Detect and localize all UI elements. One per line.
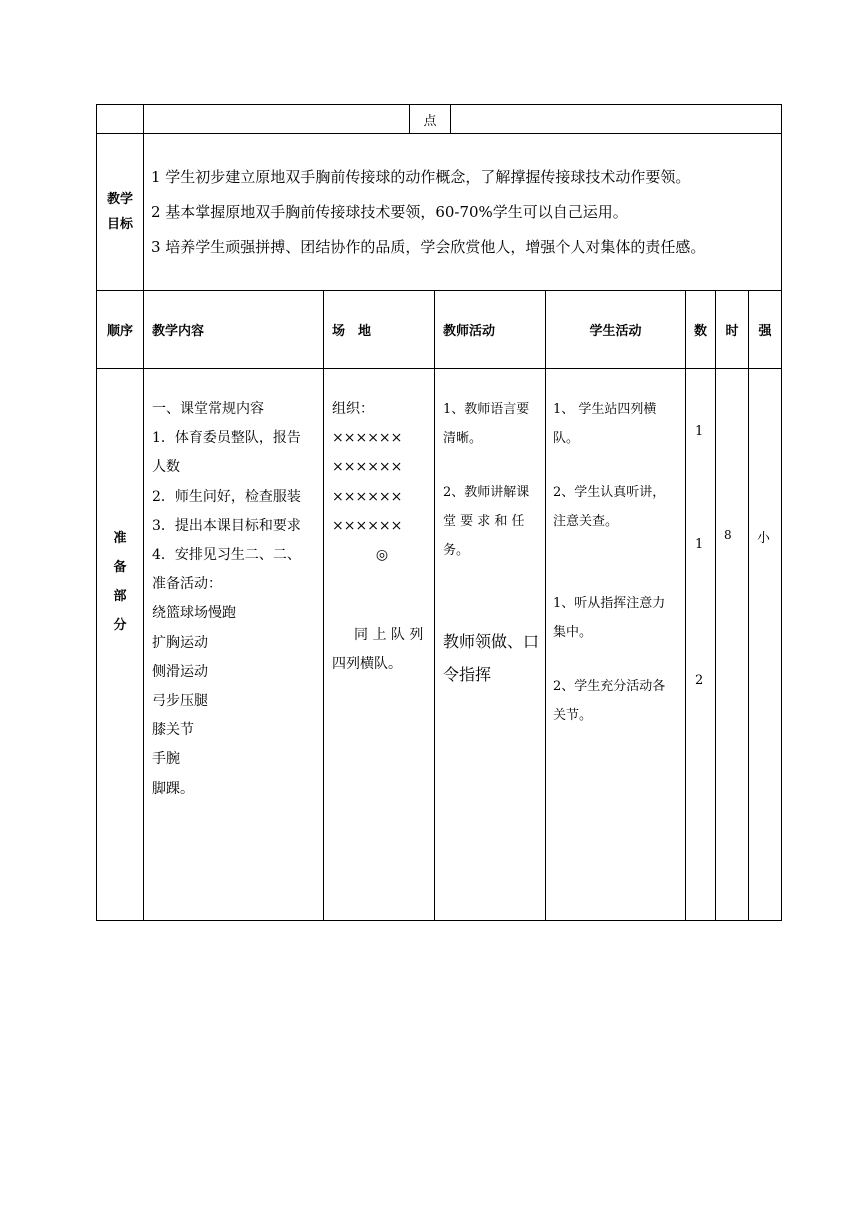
rule xyxy=(143,104,144,921)
student-line: 2、学生充分活动各 xyxy=(553,679,666,694)
content-line: 手腕 xyxy=(152,751,180,768)
objectives-list xyxy=(151,160,779,265)
teacher-activity-b xyxy=(443,478,543,565)
student-line: 1、听从指挥注意力 xyxy=(553,596,666,611)
content-line: 准备活动： xyxy=(152,576,222,593)
teacher-activity-a xyxy=(443,395,543,453)
venue-note-line: 同 上 队 列 xyxy=(354,627,424,643)
venue-note-line: 四列横队。 xyxy=(332,656,402,672)
rule xyxy=(545,290,546,921)
student-activity-a xyxy=(553,395,683,453)
rule xyxy=(685,290,686,921)
teacher-line: 教师领做、口 xyxy=(443,632,540,651)
time-value: 8 xyxy=(724,528,732,542)
header-content: 教学内容 xyxy=(152,324,205,339)
prep-venue-note xyxy=(332,621,432,679)
header-time: 时 xyxy=(725,324,739,339)
rule xyxy=(715,290,716,921)
content-line: 4．安排见习生二、二、 xyxy=(152,547,301,564)
teacher-position-mark: ◎ xyxy=(375,547,389,564)
header-teacher-activity: 教师活动 xyxy=(443,324,496,339)
objectives-label xyxy=(97,134,143,290)
prep-section-char: 准 xyxy=(113,531,127,546)
prep-content-list xyxy=(152,395,322,804)
content-line: 绕篮球场慢跑 xyxy=(152,605,236,622)
objective-item: 1 学生初步建立原地双手胸前传接球的动作概念，了解撑握传接球技术动作要领。 xyxy=(151,168,691,186)
content-line: 膝关节 xyxy=(152,722,194,739)
rule xyxy=(434,290,435,921)
header-order: 顺序 xyxy=(106,324,133,339)
objective-item: 2 基本掌握原地双手胸前传接球技术要领，60-70%学生可以自己运用。 xyxy=(151,203,628,221)
rule xyxy=(748,290,749,921)
rule xyxy=(96,920,782,921)
intensity-value: 小 xyxy=(757,531,771,546)
count-value: 2 xyxy=(695,673,704,688)
student-line: 集中。 xyxy=(553,625,593,640)
lesson-plan-table xyxy=(96,104,782,921)
top-row-label: 点 xyxy=(423,113,437,129)
rule xyxy=(323,290,324,921)
header-count: 数 xyxy=(693,324,707,339)
count-value: 1 xyxy=(695,537,704,552)
objectives-label-line: 教学 xyxy=(106,192,133,207)
content-line: 扩胸运动 xyxy=(152,634,208,651)
rule xyxy=(96,133,782,134)
teacher-line: 2、教师讲解课 xyxy=(443,485,530,500)
objective-item: 3 培养学生顽强拼搏、团结协作的品质，学会欣赏他人，增强个人对集体的责任感。 xyxy=(151,238,706,256)
prep-section-char: 部 xyxy=(113,589,127,604)
teacher-line: 堂 要 求 和 任 xyxy=(443,514,525,529)
header-student-activity: 学生活动 xyxy=(589,324,642,339)
content-line: 1．体育委员整队，报告 xyxy=(152,430,301,447)
venue-line: ×××××× xyxy=(332,488,403,505)
teacher-line: 令指挥 xyxy=(443,665,492,684)
teacher-activity-c xyxy=(443,625,545,691)
student-line: 关节。 xyxy=(553,708,593,723)
content-line: 3．提出本课目标和要求 xyxy=(152,517,301,534)
venue-line: 组织： xyxy=(332,401,374,417)
objectives-label-line: 目标 xyxy=(106,217,133,232)
prep-section-char: 分 xyxy=(113,618,127,633)
student-line: 1、 学生站四列横 xyxy=(553,402,657,417)
content-line: 弓步压腿 xyxy=(152,693,208,710)
content-line: 2．师生问好，检查服装 xyxy=(152,488,301,505)
student-line: 注意关查。 xyxy=(553,514,619,529)
teacher-line: 务。 xyxy=(443,543,470,558)
prep-section-label xyxy=(97,524,143,640)
prep-section-char: 备 xyxy=(113,560,127,575)
student-line: 队。 xyxy=(553,431,580,446)
rule xyxy=(781,104,782,921)
content-line: 侧滑运动 xyxy=(152,663,208,680)
header-venue: 场 地 xyxy=(332,324,372,339)
count-value: 1 xyxy=(695,424,704,439)
student-activity-c xyxy=(553,589,683,647)
student-line: 2、学生认真听讲， xyxy=(553,485,666,500)
prep-venue-formation xyxy=(332,395,432,570)
header-intensity: 强 xyxy=(758,324,772,339)
venue-line: ×××××× xyxy=(332,430,403,447)
teacher-line: 1、教师语言要 xyxy=(443,402,530,417)
teacher-line: 清晰。 xyxy=(443,431,483,446)
content-line: 人数 xyxy=(152,459,180,476)
venue-line: ×××××× xyxy=(332,517,403,534)
content-line: 脚踝。 xyxy=(152,780,194,797)
student-activity-d xyxy=(553,672,683,730)
student-activity-b xyxy=(553,478,683,536)
rule xyxy=(450,104,451,134)
content-line: 一、课堂常规内容 xyxy=(152,401,264,417)
venue-line: ×××××× xyxy=(332,459,403,476)
rule xyxy=(96,368,782,369)
